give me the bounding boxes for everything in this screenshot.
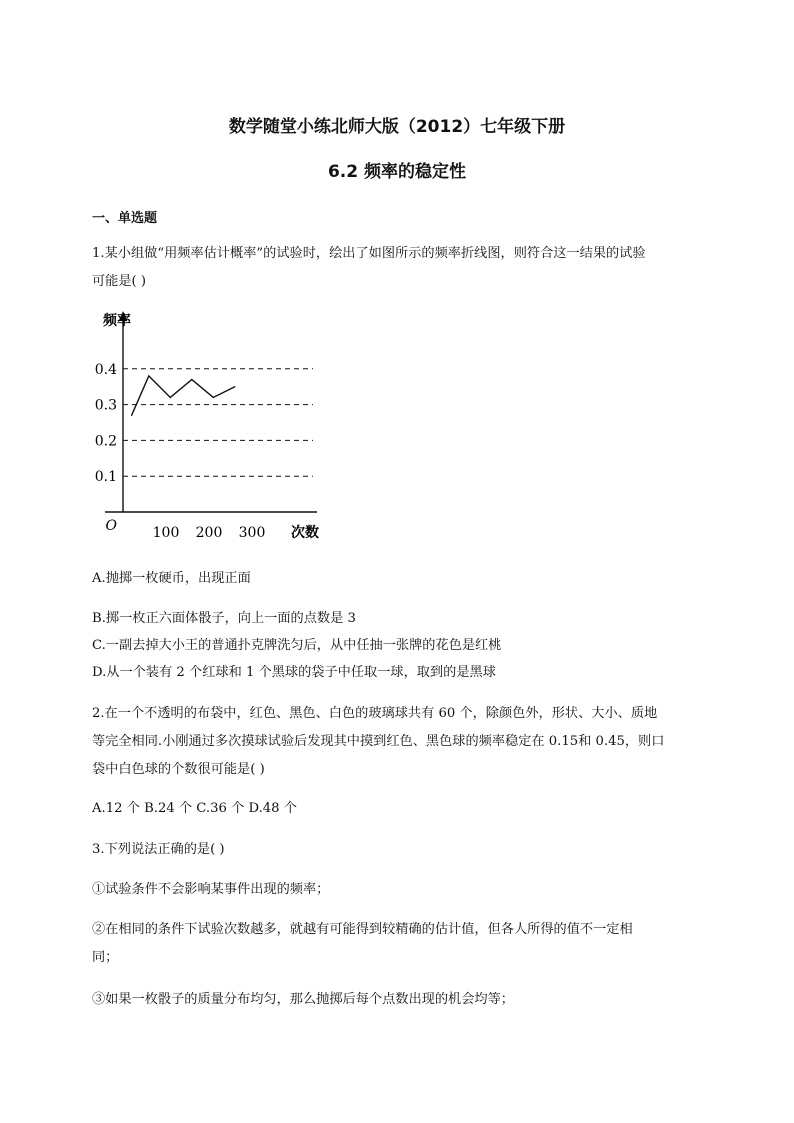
- origin-label: O: [105, 518, 117, 534]
- document-title: 数学随堂小练北师大版（2012）七年级下册: [228, 117, 566, 137]
- q3-statement-2-line2: 同；: [92, 950, 119, 965]
- q2-stem-line1: 2.在一个不透明的布袋中，红色、黑色、白色的玻璃球共有 60 个，除颜色外，形状、大小、质地: [92, 706, 658, 721]
- q3-statement-1: ①试验条件不会影响某事件出现的频率；: [92, 882, 330, 897]
- q2-stem-line3: 袋中白色球的个数很可能是( ): [92, 762, 265, 777]
- y-tick-label-0.3: 0.3: [95, 397, 117, 414]
- data-point-3: [191, 379, 192, 380]
- y-tick-label-0.2: 0.2: [95, 433, 117, 450]
- y-tick-label-0.4: 0.4: [95, 361, 117, 378]
- q3-statement-2-line1: ②在相同的条件下试验次数越多，就越有可能得到较精确的估计值，但各人所得的值不一定相: [92, 922, 633, 937]
- y-axis-label: 频率: [103, 313, 131, 329]
- q2-options: A.12 个 B.24 个 C.36 个 D.48 个: [92, 801, 297, 816]
- series-line-0: [132, 376, 235, 415]
- q3-stem: 3.下列说法正确的是( ): [92, 842, 225, 857]
- lesson-title: 6.2 频率的稳定性: [327, 162, 467, 182]
- x-tick-label-300: 300: [238, 525, 266, 541]
- chart-series: [131, 375, 235, 416]
- data-point-1: [148, 375, 149, 376]
- frequency-line-chart: [95, 305, 335, 550]
- x-tick-label-100: 100: [152, 525, 180, 541]
- section-heading: 一、单选题: [92, 211, 158, 226]
- y-tick-label-0.1: 0.1: [95, 469, 117, 486]
- q1-option-d: D.从一个装有 2 个红球和 1 个黑球的袋子中任取一球，取到的是黑球: [92, 665, 496, 680]
- data-point-2: [170, 397, 171, 398]
- q1-option-a: A.抛掷一枚硬币，出现正面: [92, 571, 251, 586]
- data-point-5: [234, 386, 235, 387]
- q1-stem-line2: 可能是( ): [92, 274, 147, 289]
- q3-statement-3: ③如果一枚骰子的质量分布均匀，那么抛掷后每个点数出现的机会均等；: [92, 992, 514, 1007]
- x-tick-label-200: 200: [195, 525, 223, 541]
- q1-option-b: B.掷一枚正六面体骰子，向上一面的点数是 3: [92, 611, 356, 626]
- chart-gridlines: [123, 369, 313, 476]
- data-point-0: [131, 415, 132, 416]
- q1-option-c: C.一副去掉大小王的普通扑克牌洗匀后，从中任抽一张牌的花色是红桃: [92, 638, 502, 653]
- chart-labels: [95, 312, 319, 541]
- x-axis-label: 次数: [291, 525, 319, 541]
- q1-stem-line1: 1.某小组做“用频率估计概率”的试验时，绘出了如图所示的频率折线图，则符合这一结果的试验: [92, 246, 646, 261]
- q2-stem-line2: 等完全相同.小刚通过多次摸球试验后发现其中摸到红色、黑色球的频率稳定在 0.15和 0.45，则口: [92, 734, 665, 749]
- data-point-4: [213, 397, 214, 398]
